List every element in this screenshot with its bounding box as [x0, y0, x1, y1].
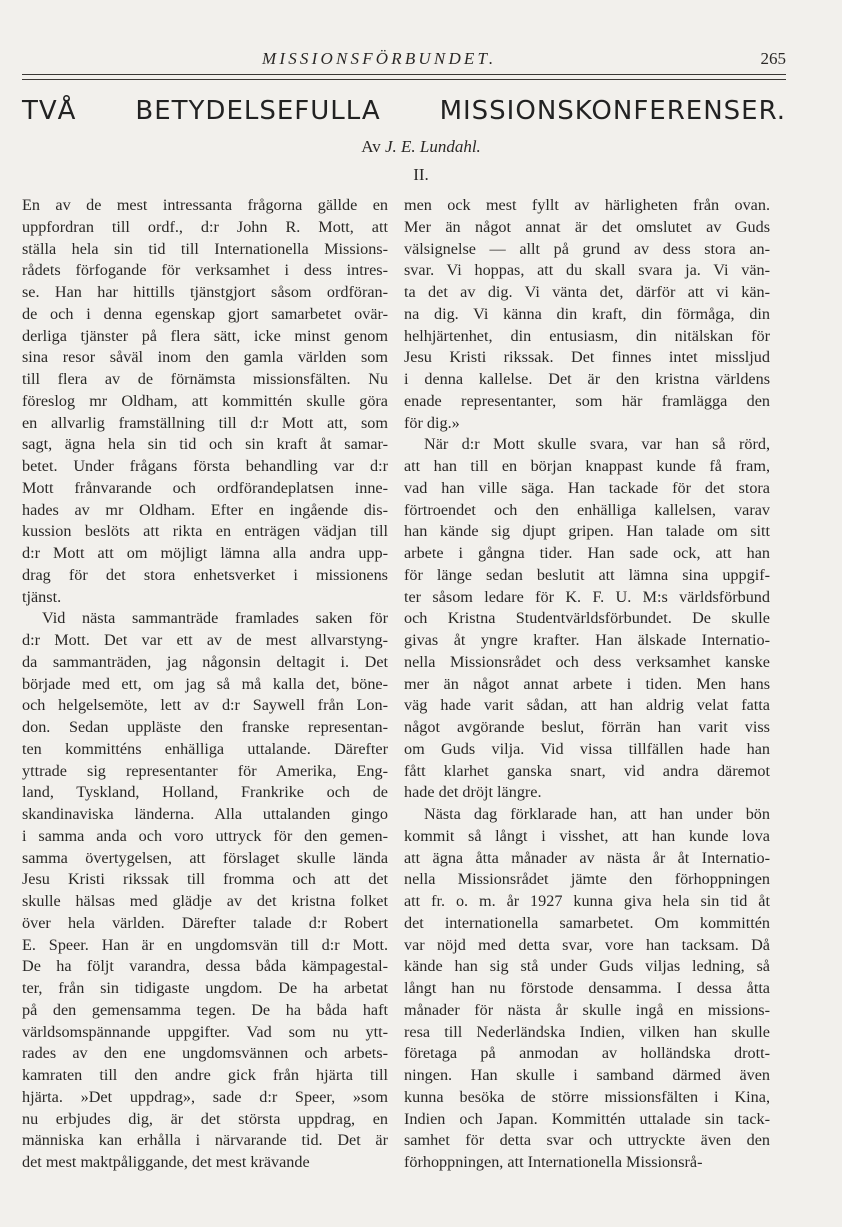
part-number: II. [413, 165, 429, 184]
text-line: sina resor såväl inom den gamla världen som [22, 348, 388, 367]
text-line: månader för nästa år skulle ingå en missions- [404, 1000, 770, 1019]
text-line: välsignelse — allt på grund av dess stora an- [404, 239, 770, 258]
header-rule-bottom [22, 79, 786, 80]
text-line: i samma anda och voro uttryck för den gemen- [22, 826, 388, 845]
text-line: långt han nu förstode densamma. I dessa åtta [404, 979, 770, 997]
text-line: Indien och Japan. Kommittén uttalade sin tack- [404, 1109, 770, 1128]
text-line: att fr. o. m. år 1927 kunna giva hela sin tid åt [404, 892, 770, 910]
text-line: givas åt yngre krafter. Han älskade Internatio- [404, 631, 770, 649]
text-line: kommit så långt i visshet, att han kunde lova [404, 826, 770, 845]
text-line: enade representanter, som här framlägga den [404, 391, 770, 410]
text-line: kamraten till den andre gick från hjärta till [22, 1066, 388, 1084]
text-line: att ägna åtta månader av nästa år åt Internatio- [404, 848, 770, 867]
text-line: Vid nästa sammanträde framlades saken för [42, 609, 388, 628]
page-number: 265 [760, 49, 786, 68]
text-line: ter såsom ledare för K. F. U. M:s världsförbund [404, 587, 770, 606]
text-line: och Kristna Studentvärldsförbundet. De skulle [404, 609, 770, 628]
text-line: hades av mr Oldham. Efter en ingående dis- [22, 500, 388, 519]
text-line: på den gemensamma tegen. De ha båda haft [22, 1000, 388, 1019]
text-line: det internationella samarbetet. Om kommittén [404, 913, 770, 932]
text-line: något avgörande beslut, förrän han varit viss [404, 718, 770, 736]
text-line: Jesu Kristi rikssak. Det finnes intet missljud [404, 348, 770, 367]
text-line: derliga tjänster på flera sätt, icke minst genom [22, 326, 388, 345]
right-column [404, 195, 770, 1174]
text-line: hade det dröjt längre. [404, 783, 542, 802]
journal-title: MISSIONSFÖRBUNDET. [262, 49, 497, 68]
text-line: samma övertygelsen, att förslaget skulle lända [22, 848, 388, 867]
text-line: för dig.» [404, 413, 460, 432]
text-line: hjärta. »Det uppdrag», sade d:r Speer, »som [22, 1087, 388, 1106]
author-name: J. E. Lundahl. [384, 137, 481, 156]
text-line: da sammanträden, jag någonsin deltagit i. Det [22, 652, 388, 671]
text-line: om Guds vilja. Vid vissa tillfällen hade han [404, 739, 770, 758]
text-line: Mott frånvarande och ordförandeplatsen inne- [22, 478, 388, 497]
text-line: nella Missionsrådet jämte den förhoppningen [404, 870, 770, 889]
text-line: don. Sedan uppläste den franske representan- [22, 718, 388, 736]
text-line: ten kommitténs enhälliga uttalande. Därefter [22, 739, 388, 758]
title-word: BETYDELSEFULLA [135, 96, 381, 126]
text-line: nella Missionsrådet och dess verksamhet kanske [404, 652, 770, 671]
text-line: na dig. Vi känna din kraft, din förmåga, din [404, 304, 770, 323]
text-line: men ock mest fyllt av härligheten från ovan. [404, 196, 770, 214]
left-column [22, 195, 388, 1174]
text-line: Jesu Kristi rikssak till fromma och att det [22, 870, 388, 889]
text-line: i denna kallelse. Det är den kristna världens [404, 370, 770, 388]
text-line: var nöjd med detta svar, vore han tacksam. Då [404, 935, 770, 954]
text-line: för länge sedan beslutit att lämna sina uppgif- [404, 565, 770, 584]
text-line: De ha följt varandra, dessa båda kämpagestal- [22, 957, 388, 976]
text-line: började med ett, om jag så må kalla det, böne- [22, 674, 388, 693]
text-line: världsomspännande uppgifter. Vad som nu ytt- [22, 1022, 388, 1041]
text-line: Mer än något annat är det omslutet av Guds [404, 217, 770, 236]
text-line: När d:r Mott skulle svara, var han så rörd, [424, 435, 770, 454]
text-line: nu erbjudes dig, är det största uppdrag, en [22, 1109, 388, 1128]
text-line: ningen. Han skulle i samband därmed även [404, 1066, 770, 1084]
running-head [22, 49, 786, 73]
text-line: mer än något annat arbete i tiden. Men hans [404, 674, 770, 693]
text-line: arbete i gångna tider. Han sade ock, att han [404, 544, 770, 562]
text-line: se. Han har hittills tjänstgjort såsom ordföran- [22, 283, 388, 301]
text-line: sagt, ägna hela sin tid och sin kraft åt samar- [22, 435, 388, 454]
text-line: ta det av dig. Vi vänta det, därför att vi kän- [404, 283, 770, 301]
text-line: ter, från sin tidigaste ungdom. De ha arbetat [22, 979, 388, 997]
text-line: skandinaviska länderna. Alla uttalanden gingo [22, 805, 388, 823]
byline-prefix: Av [361, 137, 381, 156]
text-line: samhet för detta svar och uttryckte även den [404, 1131, 770, 1150]
text-line: Nästa dag förklarade han, att han under bön [424, 805, 770, 823]
text-line: över hela världen. Därefter talade d:r Robert [22, 913, 388, 932]
text-line: rådets förfogande för verksamhet i dess intres- [22, 261, 388, 280]
text-line: att han till en början knappast kunde få fram, [404, 457, 770, 475]
article-title [22, 96, 786, 126]
text-line: förtroendet och den enhälliga kallelsen, varav [404, 500, 770, 519]
text-line: rades av den ene ungdomsvännen och arbets- [22, 1044, 388, 1063]
text-line: d:r Mott att om möjligt lämna alla andra upp- [22, 544, 388, 562]
text-line: land, Tyskland, Holland, Frankrike och de [22, 783, 388, 802]
text-line: kunna besöka de större missionsfälten i Kina, [404, 1087, 770, 1106]
title-word: MISSIONSKONFERENSER. [439, 96, 786, 126]
title-word: TVÅ [22, 96, 77, 126]
text-line: d:r Mott. Det var ett av de mest allvarstyng- [22, 631, 388, 649]
text-line: och helgelsemöte, lett av d:r Saywell från Lon- [22, 696, 388, 715]
text-line: förhoppningen, att Internationella Missionsrå- [404, 1153, 703, 1171]
text-line: föreslog mr Oldham, att kommittén skulle göra [22, 391, 388, 410]
text-line: drag för det stora enhetsverket i missionens [22, 565, 388, 584]
text-line: skulle hälsas med glädje av det kristna folket [22, 892, 388, 910]
text-line: fått klarhet ganska snart, vid andra däremot [404, 761, 770, 780]
text-line: han kände sig djupt gripen. Han talade om sitt [404, 522, 770, 541]
text-line: E. Speer. Han är en ungdomsvän till d:r Mott. [22, 935, 388, 954]
text-line: människa kan erhålla i närvarande tid. Det är [22, 1131, 388, 1150]
text-line: tjänst. [22, 587, 62, 606]
text-line: kussion beslöts att rikta en enträgen vädjan till [22, 522, 388, 541]
text-line: uppfordran till ordf., d:r John R. Mott, att [22, 217, 388, 236]
text-line: yttrade sig representanter för Amerika, Eng- [22, 761, 388, 780]
text-line: företaga på anmodan av holländska drott- [404, 1044, 770, 1063]
text-line: vad han ville säga. Han tackade för det stora [404, 478, 770, 497]
text-line: en allvarlig framställning till d:r Mott att, som [22, 413, 388, 432]
text-line: helhjärtenhet, din entusiasm, din nitälskan för [404, 326, 770, 345]
byline [0, 137, 842, 157]
text-line: resa till Nederländska Indien, vilken han skulle [404, 1022, 770, 1041]
text-line: kände han sig stå under Guds viljas ledning, så [404, 957, 770, 976]
text-line: svar. Vi hoppas, att du skall svara ja. Vi vän- [404, 261, 770, 280]
text-line: ställa hela sin tid till Internationella Missions- [22, 239, 388, 258]
header-rule-top [22, 74, 786, 75]
text-line: det mest maktpåliggande, det mest krävande [22, 1153, 310, 1171]
text-line: En av de mest intressanta frågorna gällde en [22, 196, 388, 214]
text-line: väg hade varit sådan, att han aldrig velat fatta [404, 696, 770, 715]
text-line: till flera av de förnämsta missionsfälten. Nu [22, 370, 388, 388]
text-line: de och i denna egenskap gjort samarbetet ovär- [22, 304, 388, 323]
text-line: betet. Under frågans första behandling var d:r [22, 457, 388, 475]
